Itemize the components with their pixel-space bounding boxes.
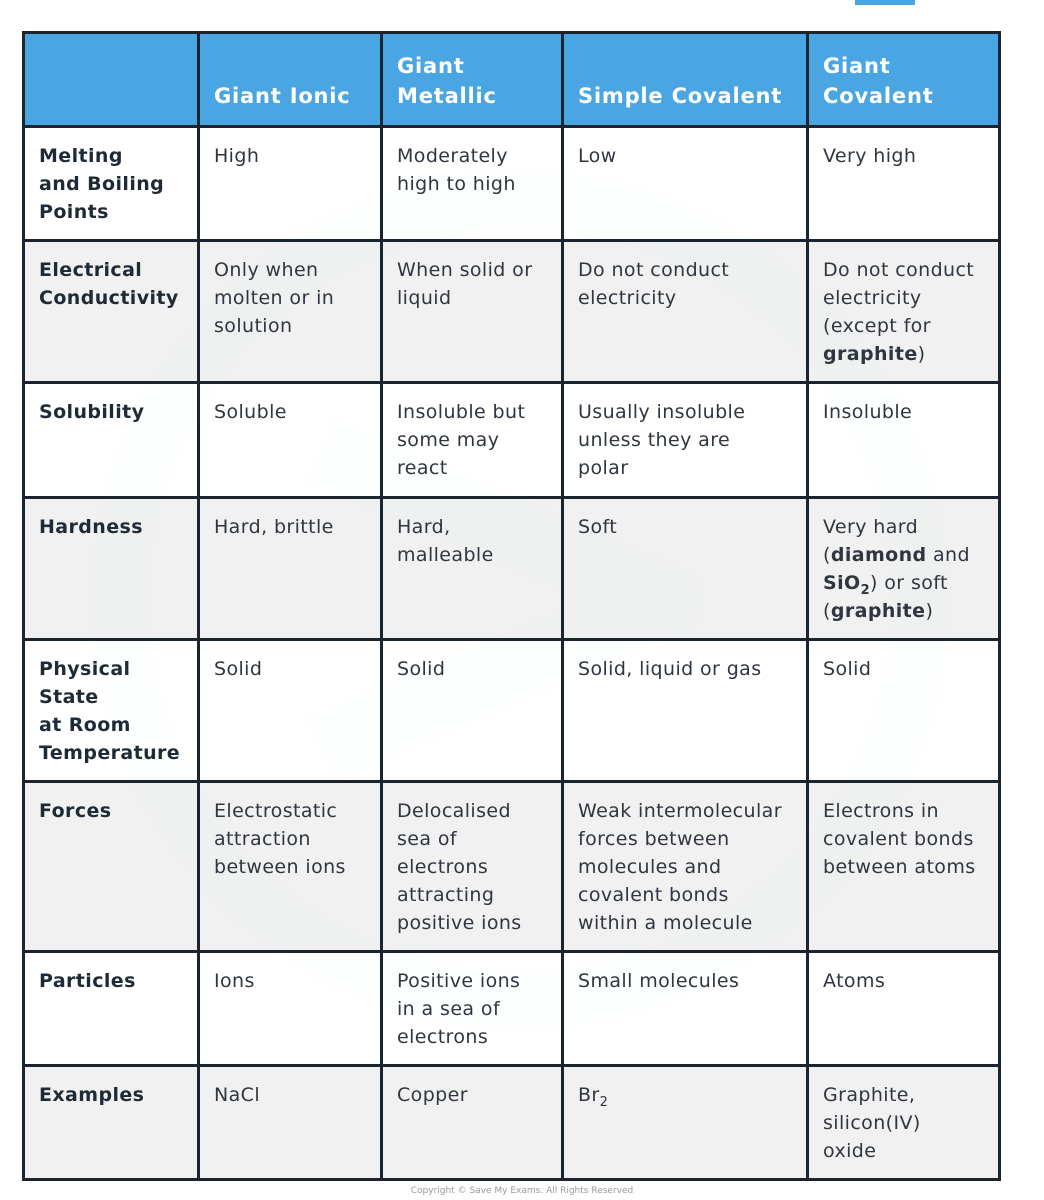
row-label-electrical-conductivity: Electrical Conductivity (24, 241, 199, 383)
table-row-examples (24, 1066, 1000, 1180)
row-label-solubility: Solubility (24, 383, 199, 498)
table-row-melting-boiling (24, 127, 1000, 241)
table-cell: Solid (382, 640, 563, 782)
table-cell: Electrons in covalent bonds between atoms (808, 782, 1000, 952)
bonding-properties-table (22, 31, 1001, 1181)
table-cell: Insoluble (808, 383, 1000, 498)
table-cell: Graphite, silicon(IV) oxide (808, 1066, 1000, 1180)
table-cell: Soluble (199, 383, 382, 498)
table-cell: Usually insoluble unless they are polar (563, 383, 808, 498)
header-giant-covalent: Giant Covalent (808, 33, 1000, 127)
table-cell: Ions (199, 952, 382, 1066)
table-cell: Hard, malleable (382, 498, 563, 640)
row-label-forces: Forces (24, 782, 199, 952)
table-cell: Only when molten or in solution (199, 241, 382, 383)
table-cell: Very hard (diamond and SiO$_2$) or soft (graphite) (808, 498, 1000, 640)
table-cell: Copper (382, 1066, 563, 1180)
table-cell: Atoms (808, 952, 1000, 1066)
row-label-hardness: Hardness (24, 498, 199, 640)
row-label-physical-state: Physical State at Room Temperature (24, 640, 199, 782)
table-row-physical-state (24, 640, 1000, 782)
table-cell: NaCl (199, 1066, 382, 1180)
table-cell: Very high (808, 127, 1000, 241)
table-cell: Solid (808, 640, 1000, 782)
table-cell: Low (563, 127, 808, 241)
row-label-melting-boiling: Melting and Boiling Points (24, 127, 199, 241)
header-giant-ionic: Giant Ionic (199, 33, 382, 127)
table-cell: Delocalised sea of electrons attracting positive ions (382, 782, 563, 952)
table-cell: Small molecules (563, 952, 808, 1066)
header-simple-covalent: Simple Covalent (563, 33, 808, 127)
table-row-particles (24, 952, 1000, 1066)
row-label-particles: Particles (24, 952, 199, 1066)
table-cell: Insoluble but some may react (382, 383, 563, 498)
table-cell: Soft (563, 498, 808, 640)
row-label-examples: Examples (24, 1066, 199, 1180)
table-cell: Do not conduct electricity (563, 241, 808, 383)
header-giant-metallic: Giant Metallic (382, 33, 563, 127)
table-cell: Moderately high to high (382, 127, 563, 241)
table-cell: Do not conduct electricity (except for graphite) (808, 241, 1000, 383)
table-cell: Solid, liquid or gas (563, 640, 808, 782)
header-corner-cell (24, 33, 199, 127)
table-cell: When solid or liquid (382, 241, 563, 383)
table-cell: Weak intermolecular forces between molecules and covalent bonds within a molecule (563, 782, 808, 952)
table-cell: Positive ions in a sea of electrons (382, 952, 563, 1066)
top-accent-bar (855, 0, 915, 5)
table-cell: Solid (199, 640, 382, 782)
table-row-solubility (24, 383, 1000, 498)
header-row (24, 33, 1000, 127)
copyright-notice: Copyright © Save My Exams. All Rights Reserved (410, 1186, 634, 1196)
table-row-hardness (24, 498, 1000, 640)
table-cell: Hard, brittle (199, 498, 382, 640)
table-row-electrical-conductivity (24, 241, 1000, 383)
table-row-forces (24, 782, 1000, 952)
table-cell: High (199, 127, 382, 241)
table-cell: Electrostatic attraction between ions (199, 782, 382, 952)
table-cell: $Br_2$ (563, 1066, 808, 1180)
